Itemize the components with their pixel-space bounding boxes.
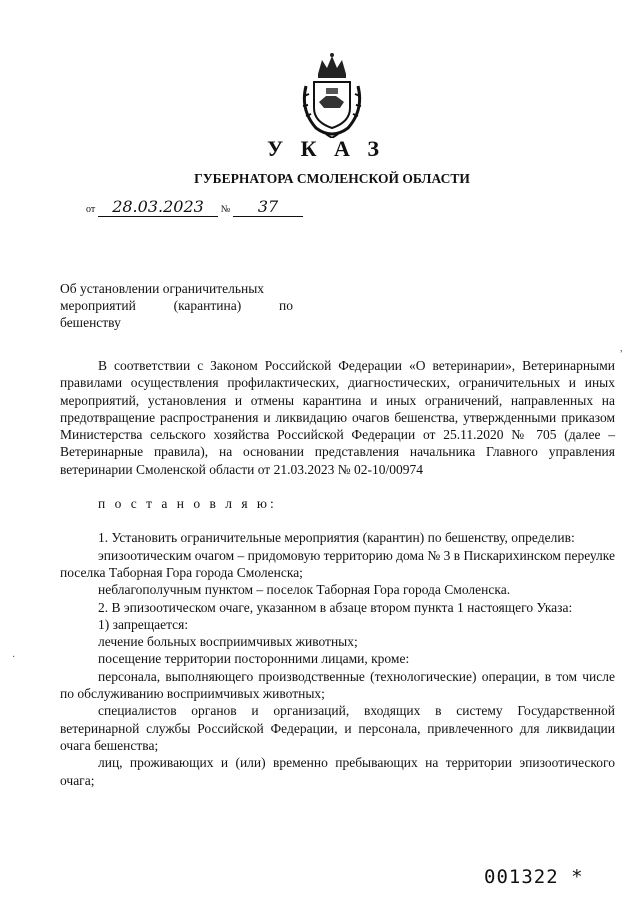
- handwritten-date: 28.03.2023: [98, 197, 218, 217]
- preamble-paragraph: В соответствии с Законом Российской Федерации «О ветеринарии», Ветеринарными правилами осуществления профилактических, диагностических, ограничительных и иных мероприятий, установления и отмены карантина и иных ограничений, направленных на предотвращение распространения и ликвидацию очагов бешенства, утвержденными приказом Министерства сельского хозяйства Российской Федерации от 25.11.2020 № 705 (далее – Ветеринарные правила), на основании представления начальника Главного управления ветеринарии Смоленской области от 21.03.2023 № 02-10/00974: [60, 358, 615, 477]
- subject-line-2: мероприятий (карантина) по: [60, 298, 293, 313]
- document-subtitle: ГУБЕРНАТОРА СМОЛЕНСКОЙ ОБЛАСТИ: [194, 171, 470, 186]
- list-item: посещение территории посторонними лицами, кроме:: [98, 651, 410, 667]
- date-prefix: от: [86, 204, 96, 215]
- date-number-line: [86, 197, 303, 217]
- decree-body: [60, 357, 615, 789]
- document-title: У К А З: [266, 136, 386, 161]
- handwritten-number: 37: [233, 197, 303, 217]
- serial-number: 001322 *: [484, 866, 584, 888]
- paragraph-1-focus: эпизоотическим очагом – придомовую территорию дома № 3 в Пискарихинском переулке поселка Таборная Гора города Смоленска;: [60, 547, 615, 580]
- number-prefix: №: [220, 204, 231, 215]
- paragraph-2: 2. В эпизоотическом очаге, указанном в абзаце втором пункта 1 настоящего Указа:: [98, 599, 573, 615]
- paragraph-1: 1. Установить ограничительные мероприятия (карантин) по бешенству, определив:: [98, 530, 575, 546]
- scan-mark: ·: [12, 652, 16, 663]
- scan-mark: ,: [620, 343, 623, 354]
- paragraph-1-point: неблагополучным пунктом – поселок Таборная Гора города Смоленска.: [98, 582, 511, 598]
- list-item: лиц, проживающих и (или) временно пребывающих на территории эпизоотического очага;: [60, 755, 615, 788]
- list-item: персонала, выполняющего производственные (технологические) операции, в том числе по обслуживанию восприимчивых животных;: [60, 668, 615, 702]
- paragraph-2-1: 1) запрещается:: [98, 616, 189, 632]
- decree-word: п о с т а н о в л я ю:: [98, 496, 277, 512]
- subject-line-1: Об установлении ограничительных: [60, 281, 265, 296]
- list-item: специалистов органов и организаций, входящих в систему Государственной ветеринарной службы Российской Федерации, и персонала, привлеченного для ликвидации очага бешенства;: [60, 703, 615, 753]
- list-item: лечение больных восприимчивых животных;: [98, 634, 358, 650]
- subject-line-3: бешенству: [60, 315, 121, 330]
- decree-subject: [60, 280, 293, 331]
- smolensk-coat-of-arms-icon: [296, 52, 368, 138]
